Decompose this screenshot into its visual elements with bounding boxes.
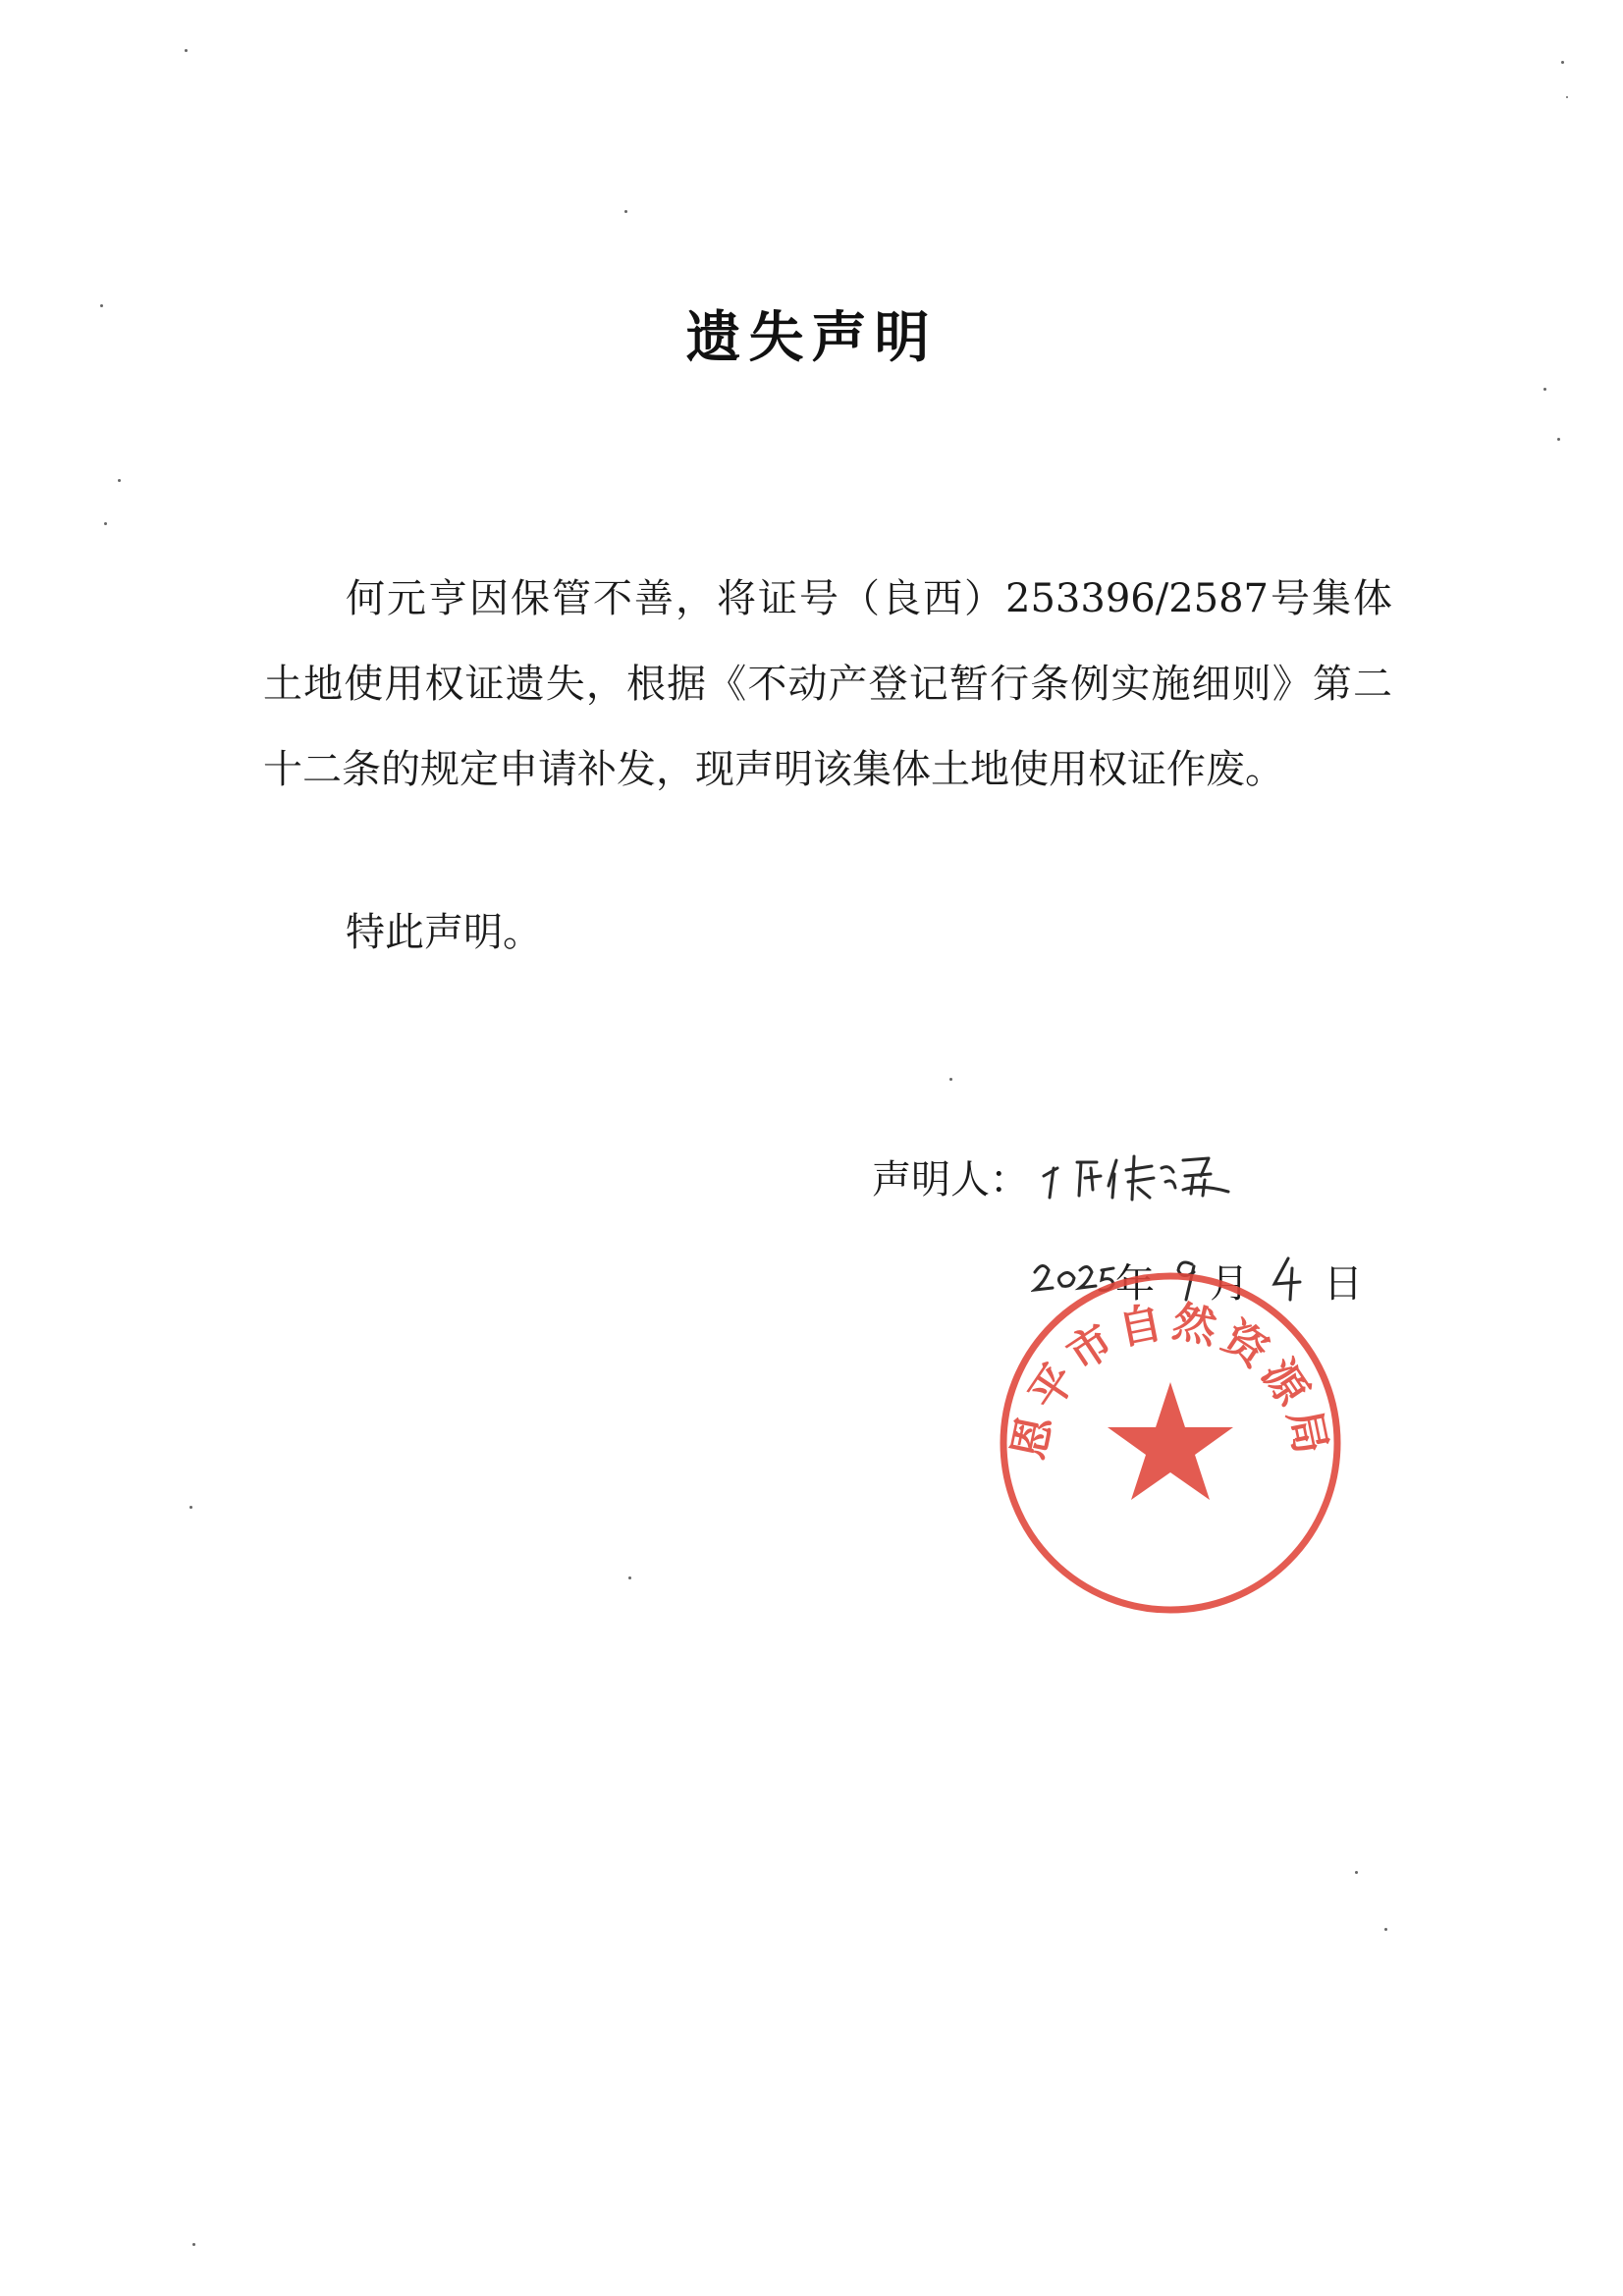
document-title: 遗失声明 [685, 305, 938, 370]
scan-speck [192, 2243, 195, 2246]
scan-speck [100, 304, 103, 307]
seal-star-icon [1108, 1382, 1233, 1500]
scan-speck [1557, 438, 1560, 441]
scan-speck [624, 210, 627, 213]
svg-text:恩平市自然资源局: 恩平市自然资源局 [1003, 1296, 1337, 1465]
scan-speck [949, 1078, 952, 1081]
scan-speck [1566, 96, 1568, 98]
scan-speck [185, 49, 188, 52]
official-seal [994, 1266, 1347, 1620]
scan-speck [104, 522, 107, 525]
year-unit: 年 [1115, 1261, 1155, 1307]
scan-speck [1384, 1928, 1387, 1931]
scan-speck [189, 1506, 192, 1509]
month-unit: 月 [1210, 1261, 1249, 1307]
handwritten-signature [1036, 1139, 1271, 1217]
scan-speck [118, 479, 121, 482]
scan-speck [1355, 1871, 1358, 1874]
signer-label: 声明人： [872, 1157, 1029, 1202]
day-unit: 日 [1324, 1261, 1363, 1307]
scan-speck [628, 1576, 631, 1579]
scan-speck [1561, 61, 1564, 64]
document-body [263, 557, 1392, 813]
closing-statement: 特此声明。 [346, 910, 542, 955]
body-paragraph: 何元亨因保管不善，将证号（良西）253396/2587号集体土地使用权证遗失，根据《不动产登记暂行条例实施细则》第二十二条的规定申请补发，现声明该集体土地使用权证作废。 [263, 576, 1392, 792]
signer-row [872, 1150, 1029, 1209]
scan-speck [1543, 388, 1546, 391]
